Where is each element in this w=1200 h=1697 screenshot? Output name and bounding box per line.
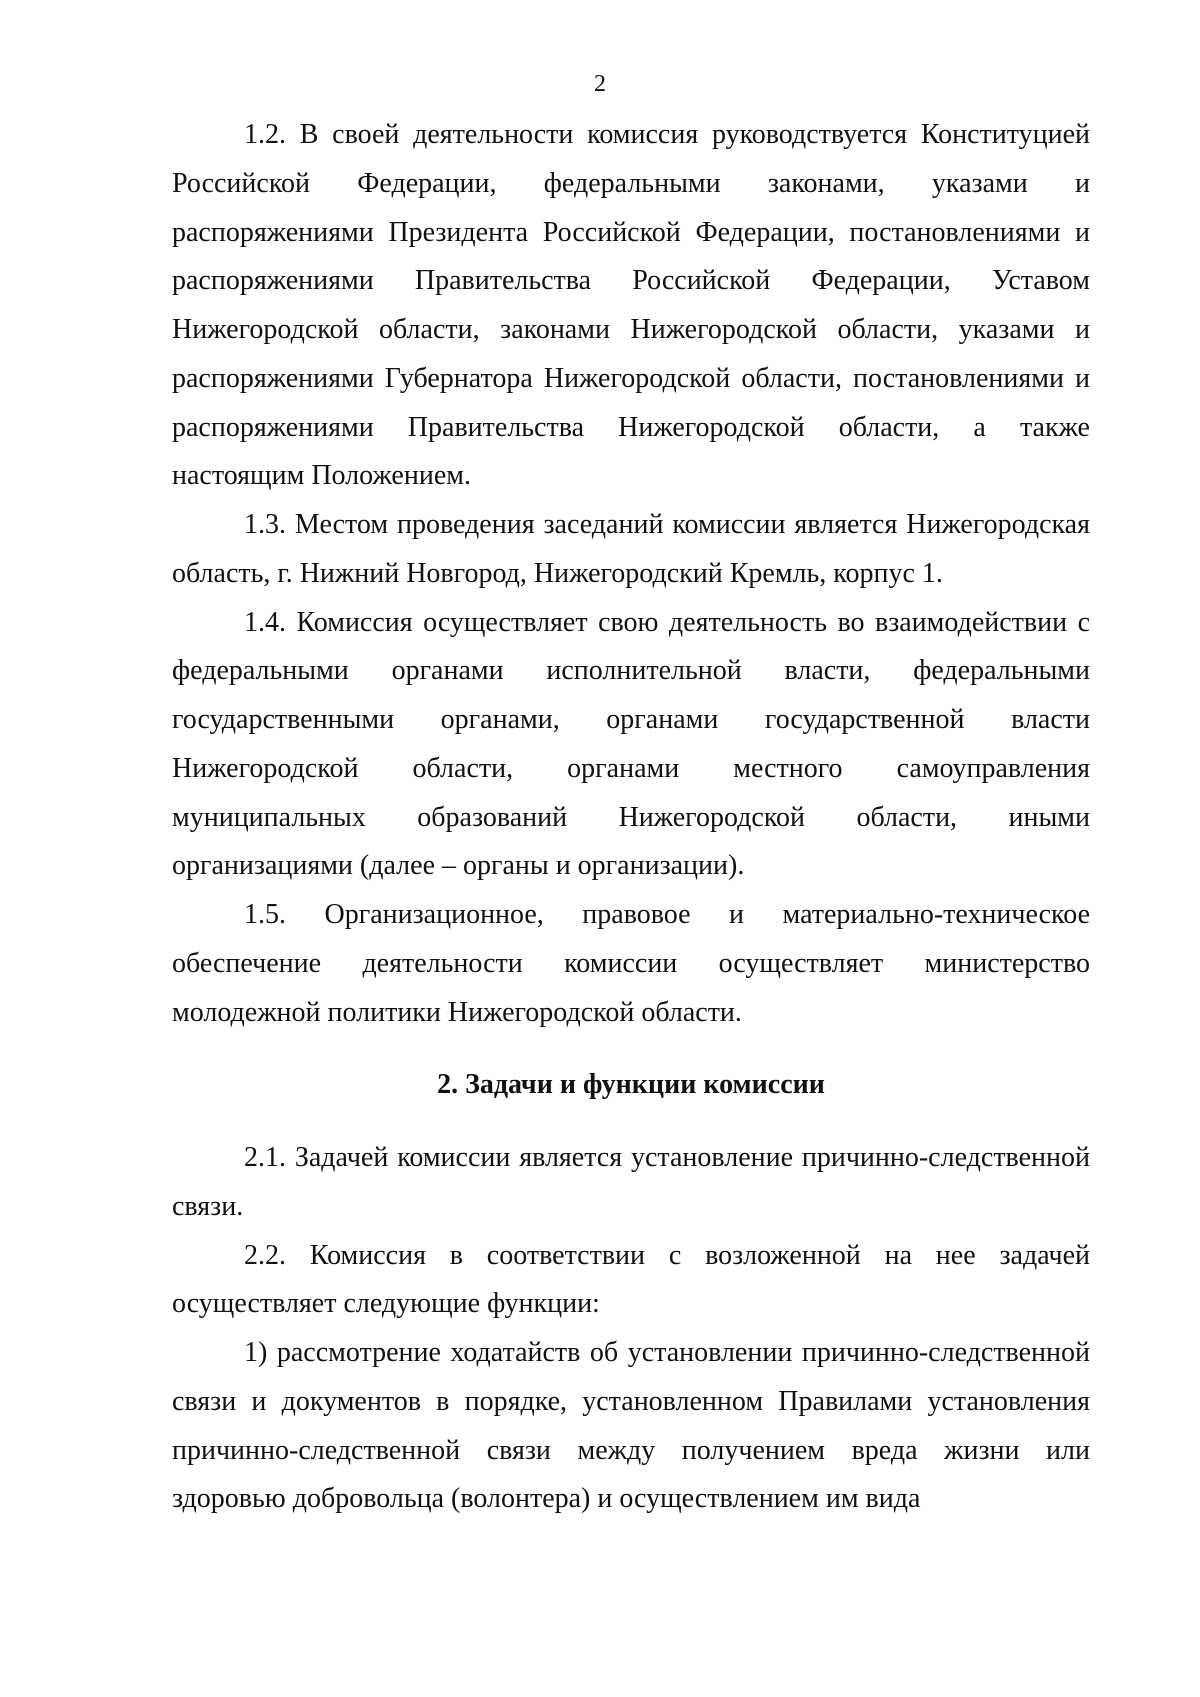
paragraph-2-1: 2.1. Задачей комиссии является установление причинно-следственной связи.: [172, 1142, 1090, 1222]
paragraph-1-2: 1.2. В своей деятельности комиссия руководствуется Конституцией Российской Федерации, федеральными законами, указами и распоряжениями Президента Российской Федерации, постановлениями и распоряжениями Правительства Российской Федерации, Уставом Нижегородской области, законами Нижегородской области, указами и распоряжениями Губернатора Нижегородской области, постановлениями и распоряжениями Правительства Нижегородской области, а также настоящим Положением.: [172, 119, 1090, 492]
paragraph-2-2: 2.2. Комиссия в соответствии с возложенной на нее задачей осуществляет следующие функции:: [172, 1239, 1090, 1320]
page-number: 2: [594, 71, 606, 97]
document-body: [172, 111, 1090, 1524]
section-heading: 2. Задачи и функции комиссии: [437, 1069, 825, 1101]
paragraph-2-2-item-1: 1) рассмотрение ходатайств об установлении причинно-следственной связи и документов в порядке, установленном Правилами установления причинно-следственной связи между получением вреда жизни или здоровью добровольца (волонтера) и осуществлением им вида: [172, 1337, 1090, 1515]
paragraph-1-3: 1.3. Местом проведения заседаний комиссии является Нижегородская область, г. Нижний Новгород, Нижегородский Кремль, корпус 1.: [172, 509, 1090, 589]
paragraph-1-4: 1.4. Комиссия осуществляет свою деятельность во взаимодействии с федеральными органами исполнительной власти, федеральными государственными органами, органами государственной власти Нижегородской области, органами местного самоуправления муниципальных образований Нижегородской области, иными организациями (далее – органы и организации).: [172, 606, 1090, 882]
paragraph-1-5: 1.5. Организационное, правовое и материально-техническое обеспечение деятельности комиссии осуществляет министерство молодежной политики Нижегородской области.: [172, 899, 1090, 1028]
